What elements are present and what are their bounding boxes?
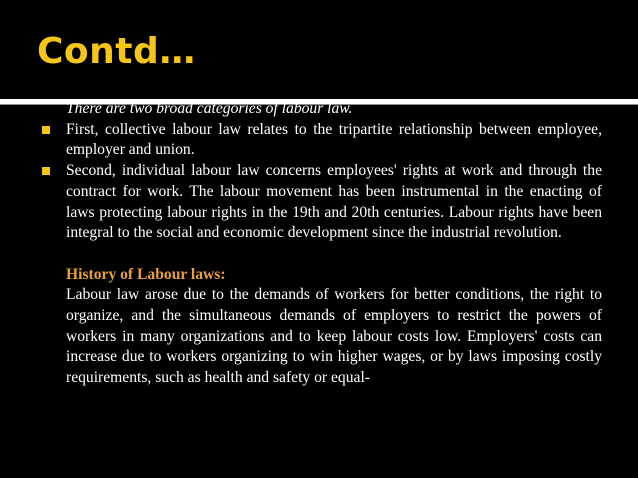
slide-title: Contd… (37, 31, 196, 72)
bullet-item-individual (40, 161, 602, 244)
history-text: Labour law arose due to the demands of workers for better conditions, the right to organize, and the simultaneous demands of employers to restrict the powers of workers in many organizations and to keep labour costs low. Employers' costs can increase due to workers organizing to win higher wages, or by laws imposing costly requirements, such as health and safety or equal- (66, 286, 602, 387)
bullet-item-collective (40, 120, 602, 161)
slide-body (40, 99, 602, 389)
intro-text: There are two broad categories of labour law. (66, 100, 353, 117)
bullet-text: Second, individual labour law concerns employees' rights at work and through the contract for work. The labour movement has been instrumental in the enacting of laws protecting labour rights in the 19th and 20th centuries. Labour rights have been integral to the social and economic development since the industrial revolution. (66, 162, 602, 242)
bullet-text: First, collective labour law relates to the tripartite relationship between employee, employer and union. (66, 120, 602, 159)
square-bullet-icon (42, 167, 50, 175)
history-heading: History of Labour laws: (66, 265, 226, 283)
square-bullet-icon (42, 126, 50, 134)
paragraph-spacer (40, 244, 602, 265)
